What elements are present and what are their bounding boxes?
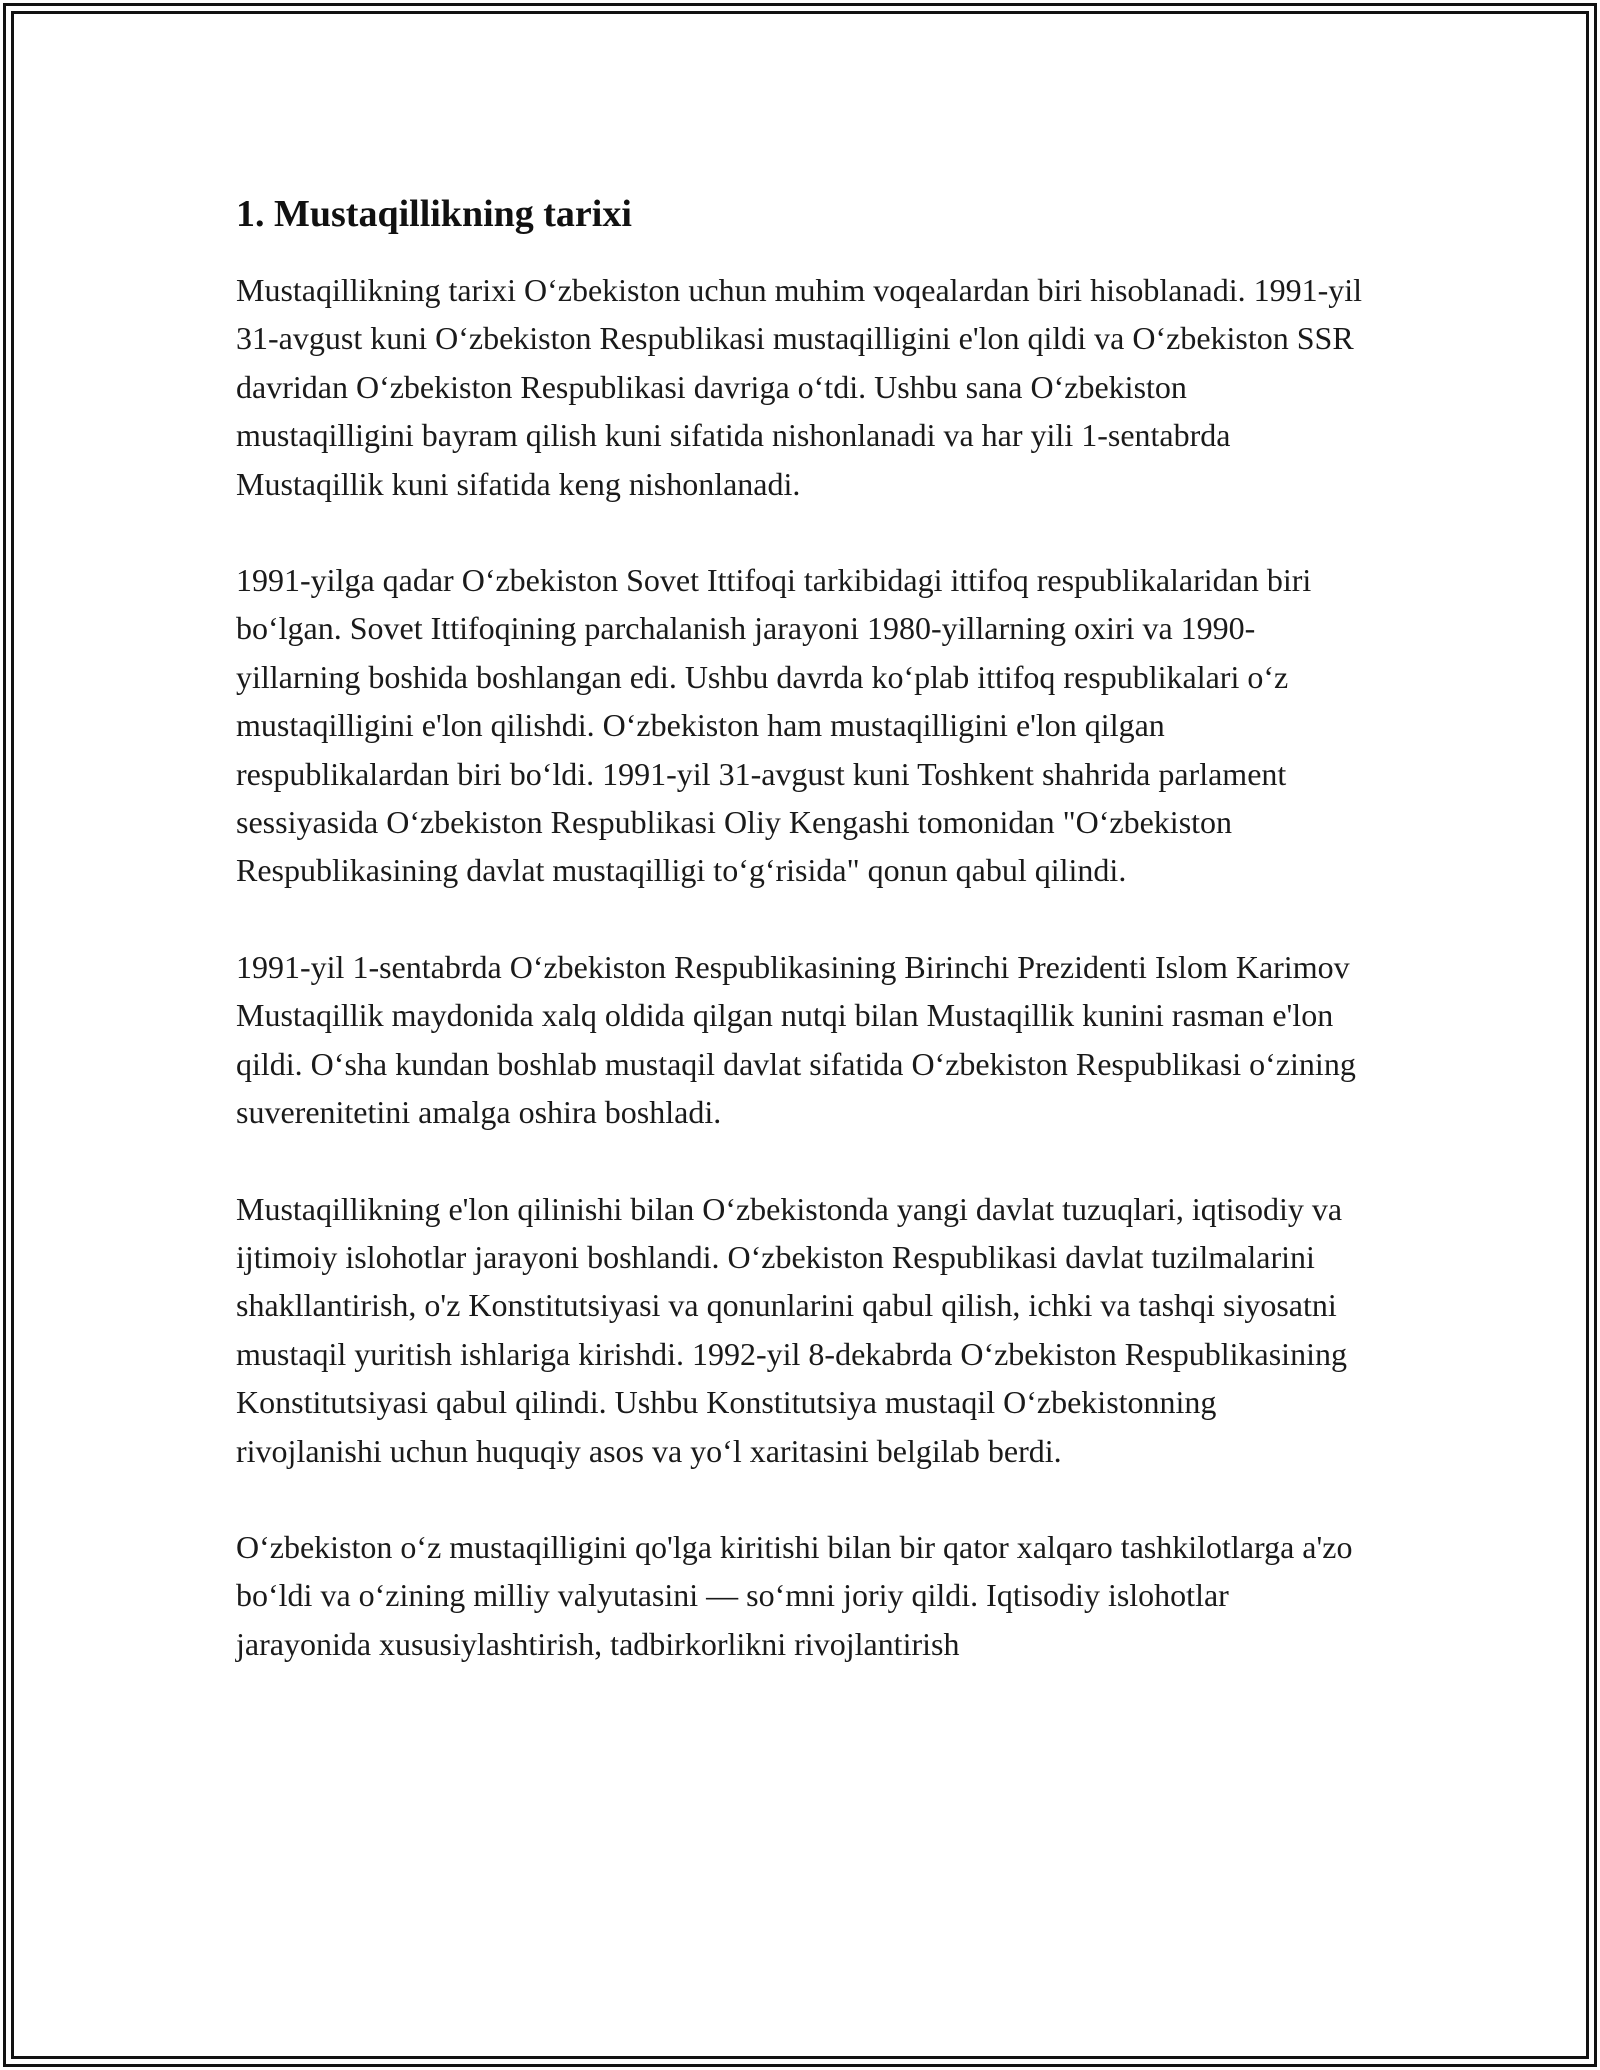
paragraph-4: Mustaqillikning e'lon qilinishi bilan O‘zbekistonda yangi davlat tuzuqlari, iqtisodiy va ijtimoiy islohotlar jarayoni boshlandi. O‘zbekiston Respublikasi davlat tuzilmalarini shakllantirish, o'z Konstitutsiyasi va qonunlarini qabul qilish, ichki va tashqi siyosatni mustaqil yuritish ishlariga kirishdi. 1992-yil 8-dekabrda O‘zbekiston Respublikasining Konstitutsiyasi qabul qilindi. Ushbu Konstitutsiya mustaqil O‘zbekistonning rivojlanishi uchun huquqiy asos va yo‘l xaritasini belgilab berdi. — [236, 1190, 1347, 1469]
paragraph-5: O‘zbekiston o‘z mustaqilligini qo'lga kiritishi bilan bir qator xalqaro tashkilotlarga a'zo bo‘ldi va o‘zining milliy valyutasini — so‘mni joriy qildi. Iqtisodiy islohotlar jarayonida xususiylashtirish, tadbirkorlikni rivojlantirish — [236, 1528, 1353, 1662]
paragraph-3: 1991-yil 1-sentabrda O‘zbekiston Respublikasining Birinchi Prezidenti Islom Karimov Mustaqillik maydonida xalq oldida qilgan nutqi bilan Mustaqillik kunini rasman e'lon qildi. O‘sha kundan boshlab mustaqil davlat sifatida O‘zbekiston Respublikasi o‘zining suverenitetini amalga oshira boshladi. — [236, 948, 1356, 1131]
document-body — [236, 188, 1368, 1716]
paragraph-2: 1991-yilga qadar O‘zbekiston Sovet Ittifoqi tarkibidagi ittifoq respublikalaridan biri bo‘lgan. Sovet Ittifoqining parchalanish jarayoni 1980-yillarning oxiri va 1990-yillarning boshida boshlangan edi. Ushbu davrda ko‘plab ittifoq respublikalari o‘z mustaqilligini e'lon qilishdi. O‘zbekiston ham mustaqilligini e'lon qilgan respublikalardan biri bo‘ldi. 1991-yil 31-avgust kuni Toshkent shahrida parlament sessiyasida O‘zbekiston Respublikasi Oliy Kengashi tomonidan "O‘zbekiston Respublikasining davlat mustaqilligi to‘g‘risida" qonun qabul qilindi. — [236, 562, 1312, 889]
document-title: 1. Mustaqillikning tarixi — [236, 193, 632, 235]
paragraph-1: Mustaqillikning tarixi O‘zbekiston uchun muhim voqealardan biri hisoblanadi. 1991-yil 31-avgust kuni O‘zbekiston Respublikasi mustaqilligini e'lon qildi va O‘zbekiston SSR davridan O‘zbekiston Respublikasi davriga o‘tdi. Ushbu sana O‘zbekiston mustaqilligini bayram qilish kuni sifatida nishonlanadi va har yili 1-sentabrda Mustaqillik kuni sifatida keng nishonlanadi. — [236, 272, 1363, 502]
